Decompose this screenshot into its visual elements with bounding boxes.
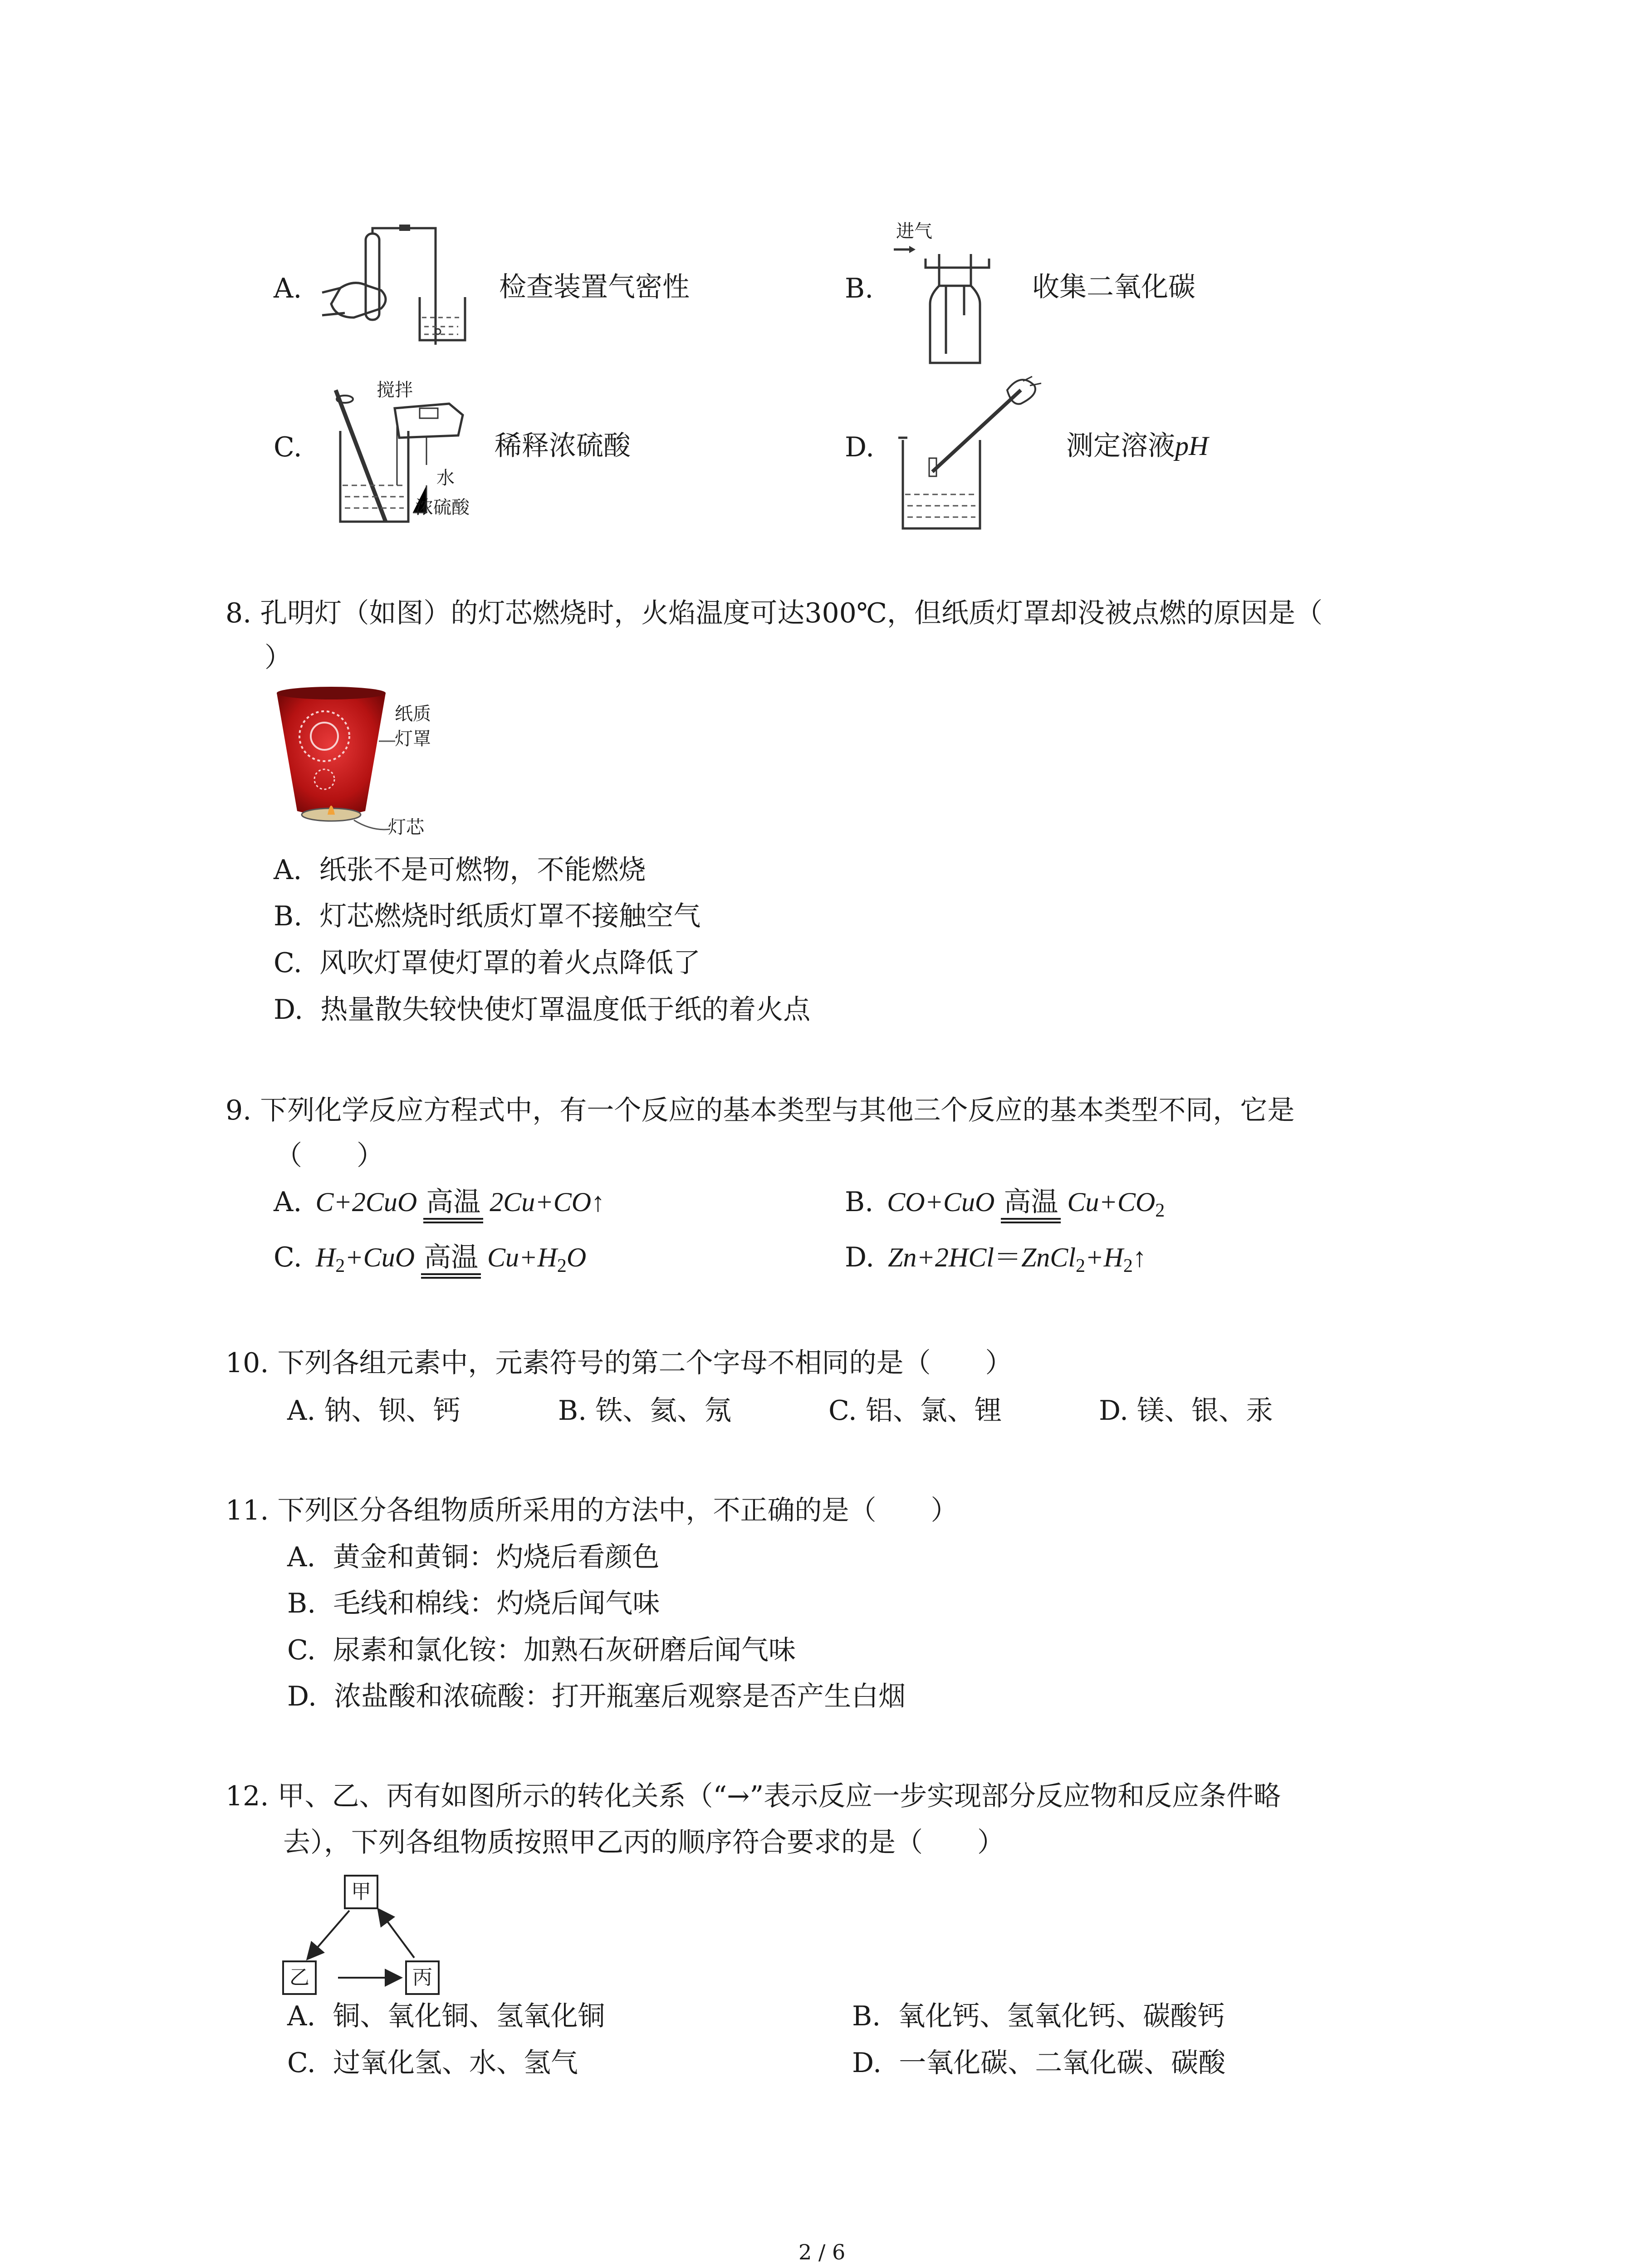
q11-option-d: D. 浓盐酸和浓硫酸：打开瓶塞后观察是否产生白烟 [287, 1681, 906, 1712]
q9-option-d: D. $Zn+2HCl=ZnCl_2+H_2↑$ [845, 1242, 1146, 1276]
q11-option-c: C. 尿素和氯化铵：加熟石灰研磨后闻气味 [287, 1634, 796, 1666]
node-yi: 乙 [282, 1960, 317, 1995]
q7-option-d-letter: D. [845, 431, 875, 463]
q9-option-c: C. $H_2+CuO$ 高温 $Cu+H_2O$ [274, 1239, 586, 1279]
q9-stem-line2: （ ） [275, 1140, 384, 1172]
q12-option-b: B. 氧化钙、氢氧化钙、碳酸钙 [852, 2000, 1225, 2032]
q8-option-c: C. 风吹灯罩使灯罩的着火点降低了 [274, 947, 700, 979]
water-label: 水 [436, 468, 455, 489]
node-jia: 甲 [344, 1875, 378, 1909]
q8-stem-line1: 8. 孔明灯（如图）的灯芯燃烧时，火焰温度可达300℃，但纸质灯罩却没被点燃的原因是（ [225, 597, 1323, 629]
q10-option-c: C. 铝、氯、锂 [828, 1395, 1002, 1427]
q8-option-b: B. 灯芯燃烧时纸质灯罩不接触空气 [274, 900, 701, 932]
q12-stem-line2: 去），下列各组物质按照甲乙丙的顺序符合要求的是（ ） [283, 1827, 1004, 1858]
lantern-shade-label-2: 灯罩 [395, 728, 431, 749]
q10-option-a: A. 钠、钡、钙 [287, 1395, 460, 1427]
q12-option-c: C. 过氧化氢、水、氢气 [287, 2047, 578, 2079]
lantern-wick-label: 灯芯 [388, 817, 424, 838]
q12-option-d: D. 一氧化碳、二氧化碳、碳酸 [852, 2047, 1226, 2079]
q7-option-b-text: 收集二氧化碳 [1032, 271, 1195, 303]
q7-option-c-letter: C. [274, 431, 302, 463]
q11-stem: 11. 下列区分各组物质所采用的方法中，不正确的是（ ） [225, 1495, 958, 1526]
q7-option-c-text: 稀释浓硫酸 [495, 430, 631, 462]
lantern-shade-label-1: 纸质 [395, 704, 431, 724]
q9-stem-line1: 9. 下列化学反应方程式中，有一个反应的基本类型与其他三个反应的基本类型不同，它是 [225, 1095, 1295, 1126]
q10-option-d: D. 镁、银、汞 [1099, 1395, 1274, 1427]
node-bing: 丙 [405, 1960, 440, 1995]
q8-stem-line2: ） [265, 642, 292, 674]
q11-option-a: A. 黄金和黄铜：灼烧后看颜色 [287, 1541, 660, 1573]
q7-option-d-text: 测定溶液pH [1066, 430, 1209, 462]
q11-option-b: B. 毛线和棉线：灼烧后闻气味 [287, 1588, 660, 1619]
q7-option-a-text: 检查装置气密性 [499, 271, 690, 303]
stir-label: 搅拌 [377, 380, 413, 401]
q12-stem-line1: 12. 甲、乙、丙有如图所示的转化关系（“→”表示反应一步实现部分反应物和反应条件略 [225, 1780, 1281, 1812]
acid-label: 浓硫酸 [415, 497, 470, 518]
q9-option-a: A. C+2CuO 高温 2Cu+CO↑ [274, 1184, 605, 1223]
q8-option-d: D. 热量散失较快使灯罩温度低于纸的着火点 [274, 994, 811, 1026]
q12-option-a: A. 铜、氧化铜、氢氧化铜 [287, 2000, 605, 2032]
page-number: 2 / 6 [798, 2240, 846, 2264]
q10-option-b: B. 铁、氦、氖 [558, 1395, 732, 1427]
q7-option-a-letter: A. [274, 273, 302, 304]
q10-stem: 10. 下列各组元素中，元素符号的第二个字母不相同的是（ ） [225, 1347, 1013, 1379]
q8-option-a: A. 纸张不是可燃物，不能燃烧 [274, 854, 646, 886]
q7-option-b-letter: B. [845, 273, 874, 304]
gas-in-label: 进气 [896, 221, 932, 242]
q9-option-b: B. CO+CuO 高温 $Cu+CO_2$ [845, 1184, 1165, 1223]
